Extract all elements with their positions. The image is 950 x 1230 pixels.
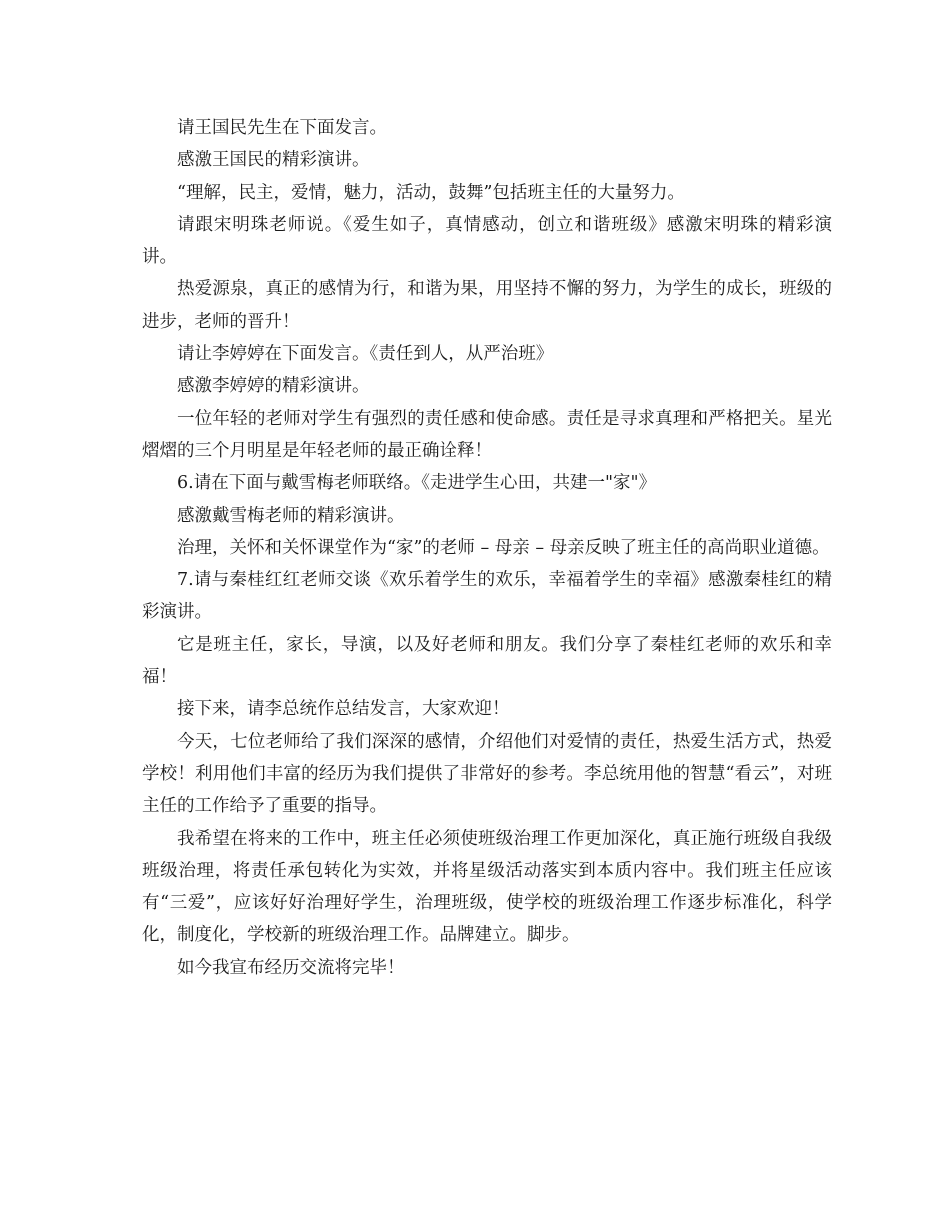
paragraph: 感激李婷婷的精彩演讲。	[177, 376, 370, 397]
paragraph: “理解，民主，爱情，魅力，活动，鼓舞”包括班主任的大量努力。	[177, 182, 685, 203]
paragraph: 我希望在将来的工作中，班主任必须使班级治理工作更加深化，真正施行班级自我级班级治理，将责任承包转化为实效，并将星级活动落实到本质内容中。我们班主任应该有“三爱”，应该好好治理好学生，治理班级，使学校的班级治理工作逐步标准化，科学化，制度化，学校新的班级治理工作。品牌建立。脚步。	[142, 828, 832, 946]
paragraph: 它是班主任，家长，导演，以及好老师和朋友。我们分享了秦桂红老师的欢乐和幸福！	[142, 634, 832, 688]
paragraph: 请让李婷婷在下面发言。《责任到人，从严治班》	[177, 344, 554, 365]
paragraph: 如今我宣布经历交流将完毕！	[177, 957, 405, 978]
paragraph: 治理，关怀和关怀课堂作为“家”的老师 – 母亲 – 母亲反映了班主任的高尚职业道德。	[177, 537, 830, 558]
paragraph: 请王国民先生在下面发言。	[177, 118, 387, 138]
paragraph: 请跟宋明珠老师说。《爱生如子，真情感动，创立和谐班级》感激宋明珠的精彩演讲。	[142, 214, 832, 268]
document-body	[142, 112, 832, 984]
paragraph: 接下来，请李总统作总结发言，大家欢迎！	[177, 699, 510, 720]
paragraph: 感激王国民的精彩演讲。	[177, 150, 370, 171]
paragraph: 一位年轻的老师对学生有强烈的责任感和使命感。责任是寻求真理和严格把关。星光熠熠的三个月明星是年轻老师的最正确诠释！	[142, 408, 832, 461]
paragraph: 7.请与秦桂红红老师交谈《欢乐着学生的欢乐，幸福着学生的幸福》感激秦桂红的精彩演讲。	[142, 570, 832, 623]
paragraph: 6.请在下面与戴雪梅老师联络。《走进学生心田，共建一"家"》	[177, 473, 657, 494]
paragraph: 今天，七位老师给了我们深深的感情，介绍他们对爱情的责任，热爱生活方式，热爱学校！利用他们丰富的经历为我们提供了非常好的参考。李总统用他的智慧“看云”，对班主任的工作给予了重要的指导。	[142, 731, 832, 817]
paragraph: 感激戴雪梅老师的精彩演讲。	[177, 505, 405, 526]
paragraph: 热爱源泉，真正的感情为行，和谐为果，用坚持不懈的努力，为学生的成长，班级的进步，老师的晋升！	[142, 279, 832, 332]
